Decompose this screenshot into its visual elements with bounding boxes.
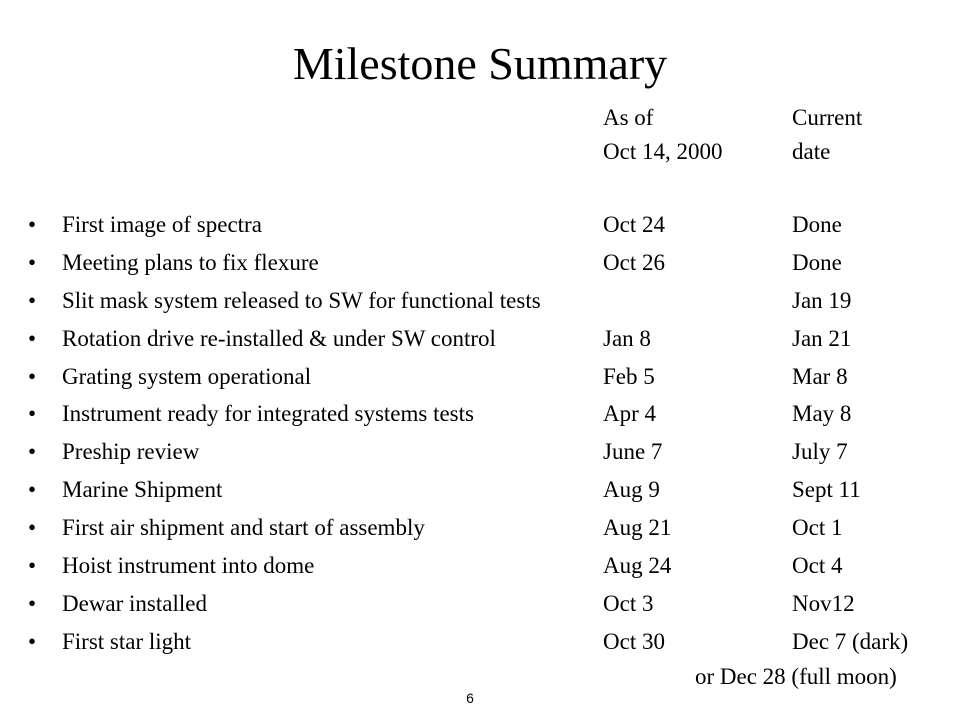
- milestone-current: Dec 7 (dark): [792, 628, 909, 654]
- bullet-icon: •: [28, 439, 37, 465]
- column-header-as-of: [603, 101, 722, 169]
- milestone-task: Grating system operational: [62, 363, 312, 389]
- milestone-as-of: Feb 5: [603, 363, 655, 389]
- first-star-light-footnote: or Dec 28 (full moon): [695, 664, 897, 689]
- milestone-row: [0, 208, 960, 246]
- milestone-current: Nov12: [792, 590, 855, 616]
- milestone-current: Done: [792, 212, 842, 237]
- milestone-row: [0, 473, 960, 511]
- milestone-as-of: Aug 9: [603, 477, 660, 503]
- milestone-task: Slit mask system released to SW for functional tests: [62, 287, 541, 313]
- milestone-task: First air shipment and start of assembly: [62, 515, 425, 541]
- bullet-icon: •: [28, 249, 37, 275]
- milestone-current: Oct 1: [792, 515, 843, 541]
- page-number: 6: [466, 690, 474, 706]
- milestone-row: [0, 435, 960, 473]
- column-header-current-line2: date: [792, 139, 831, 164]
- column-header-as-of-line2: Oct 14, 2000: [603, 139, 723, 164]
- milestone-list: [0, 208, 960, 663]
- bullet-icon: •: [28, 325, 37, 351]
- milestone-row: [0, 397, 960, 435]
- bullet-icon: •: [28, 477, 37, 503]
- bullet-icon: •: [28, 363, 37, 389]
- milestone-task: Marine Shipment: [62, 477, 223, 503]
- milestone-current: July 7: [792, 439, 848, 465]
- milestone-as-of: Aug 21: [603, 515, 672, 541]
- milestone-current: Jan 19: [792, 287, 852, 313]
- column-header-current-line1: Current: [792, 105, 863, 130]
- milestone-row: [0, 360, 960, 398]
- milestone-current: May 8: [792, 401, 852, 427]
- milestone-current: Mar 8: [792, 363, 848, 389]
- milestone-task: Preship review: [62, 439, 200, 465]
- milestone-task: Dewar installed: [62, 590, 207, 616]
- milestone-current: Done: [792, 249, 842, 275]
- milestone-task: Meeting plans to fix flexure: [62, 249, 319, 275]
- bullet-icon: •: [28, 212, 37, 237]
- milestone-row: [0, 511, 960, 549]
- milestone-task: First star light: [62, 628, 192, 654]
- bullet-icon: •: [28, 553, 37, 579]
- milestone-row: [0, 549, 960, 587]
- milestone-row: [0, 284, 960, 322]
- milestone-as-of: Jan 8: [603, 325, 651, 351]
- milestone-row: [0, 625, 960, 663]
- bullet-icon: •: [28, 401, 37, 427]
- milestone-current: Oct 4: [792, 553, 843, 579]
- milestone-as-of: Oct 24: [603, 212, 665, 237]
- milestone-row: [0, 246, 960, 284]
- milestone-task: First image of spectra: [62, 212, 262, 237]
- milestone-task: Instrument ready for integrated systems tests: [62, 401, 474, 427]
- milestone-task: Rotation drive re-installed & under SW control: [62, 325, 496, 351]
- milestone-current: Sept 11: [792, 477, 861, 503]
- milestone-current: Jan 21: [792, 325, 852, 351]
- bullet-icon: •: [28, 628, 37, 654]
- slide-title: Milestone Summary: [292, 38, 668, 89]
- milestone-as-of: Apr 4: [603, 401, 657, 427]
- milestone-as-of: Oct 3: [603, 590, 654, 616]
- bullet-icon: •: [28, 287, 37, 313]
- milestone-as-of: Oct 26: [603, 249, 665, 275]
- column-header-as-of-line1: As of: [603, 105, 654, 130]
- milestone-as-of: Oct 30: [603, 628, 665, 654]
- column-header-current: [792, 101, 862, 169]
- milestone-row: [0, 322, 960, 360]
- milestone-task: Hoist instrument into dome: [62, 553, 315, 579]
- milestone-as-of: June 7: [603, 439, 663, 465]
- bullet-icon: •: [28, 590, 37, 616]
- milestone-as-of: Aug 24: [603, 553, 672, 579]
- bullet-icon: •: [28, 515, 37, 541]
- milestone-row: [0, 587, 960, 625]
